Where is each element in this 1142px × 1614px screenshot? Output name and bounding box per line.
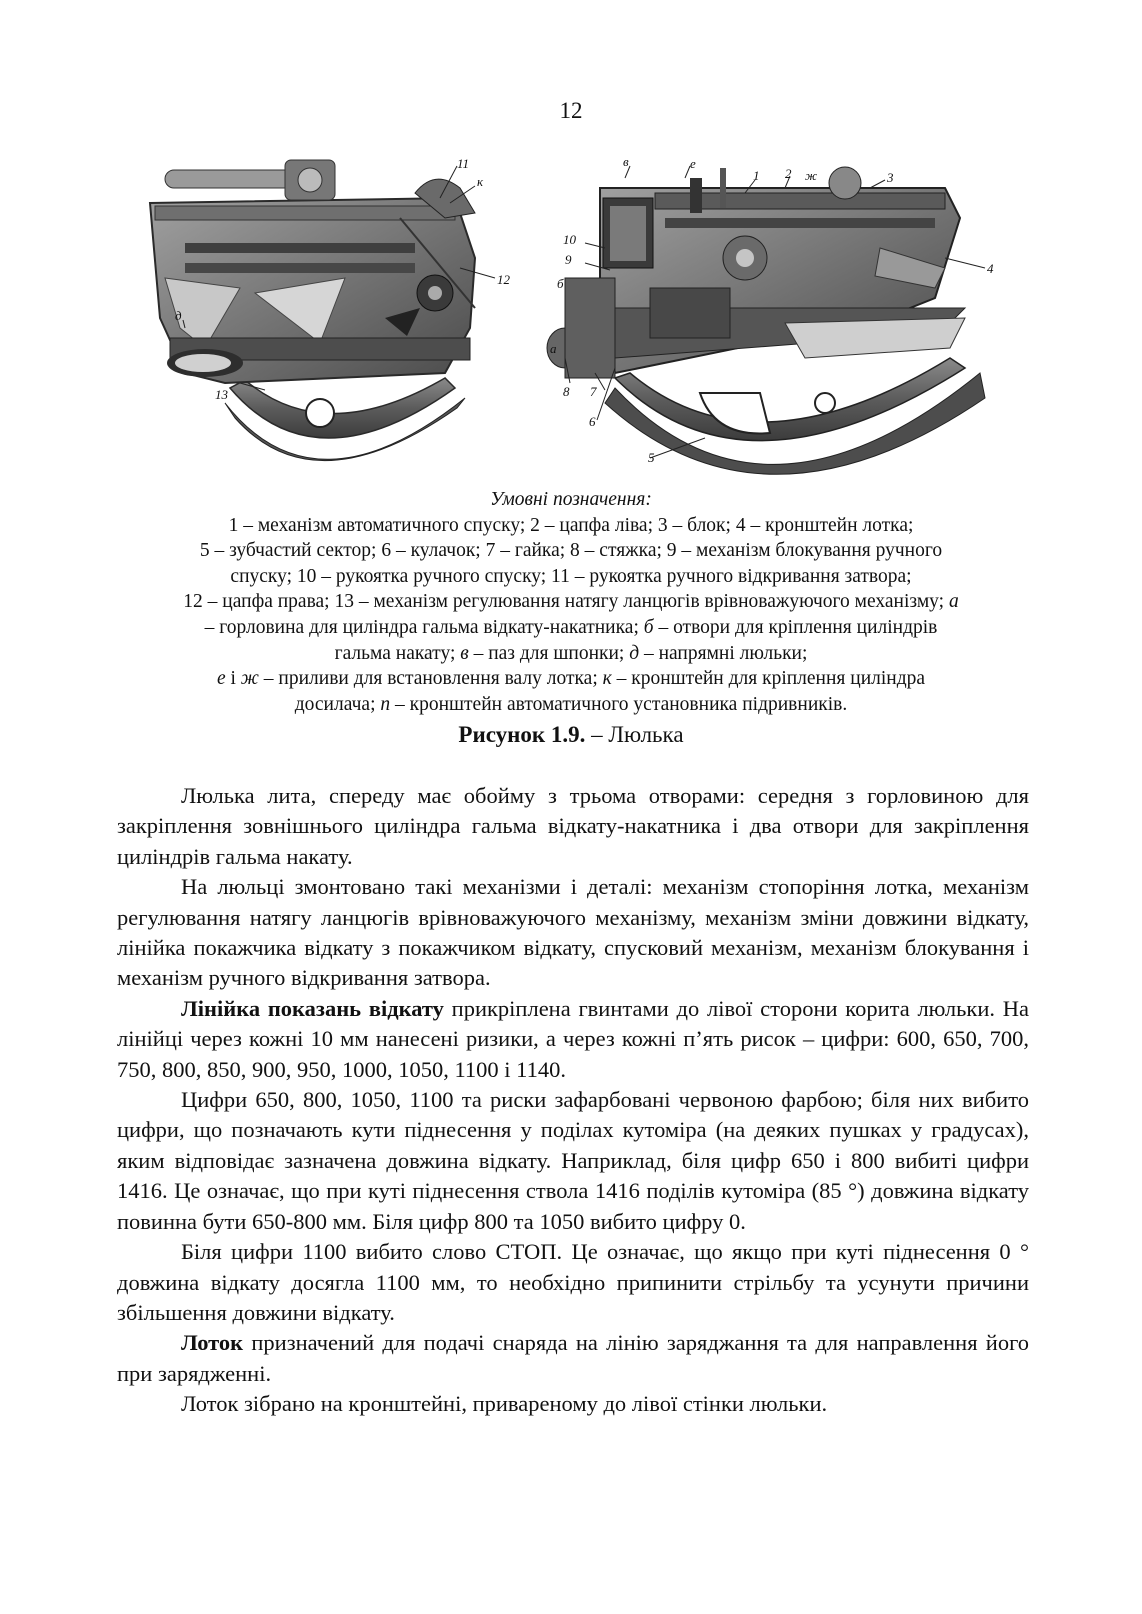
left-label-12: 12 <box>497 272 510 287</box>
legend-line: – горловина для циліндра гальма відкату-накатника; б – отвори для кріплення циліндрів <box>204 616 938 638</box>
legend-line: спуску; 10 – рукоятка ручного спуску; 11 – рукоятка ручного відкривання затвора; <box>230 565 912 587</box>
paragraph: Лоток призначений для подачі снаряда на лінію заряджання та для направлення його при зарядженні. <box>117 1330 1029 1386</box>
right-label-9: 9 <box>565 252 572 267</box>
right-label-b: б <box>557 276 564 291</box>
legend-line: 12 – цапфа права; 13 – механізм регулювання натягу ланцюгів врівноважуючого механізму; а <box>183 591 959 613</box>
right-label-1: 1 <box>753 168 760 183</box>
right-label-10: 10 <box>563 232 576 247</box>
figure-legend <box>105 487 1037 717</box>
right-label-3: 3 <box>887 170 894 185</box>
paragraph: Лоток зібрано на кронштейні, привареному до лівої стінки люльки. <box>181 1391 828 1417</box>
legend-line: 5 – зубчастий сектор; 6 – кулачок; 7 – гайка; 8 – стяжка; 9 – механізм блокування ручного <box>199 540 943 562</box>
right-label-e: е <box>690 158 696 171</box>
figure-title: Рисунок 1.9. – Люлька <box>458 722 684 747</box>
right-label-a: а <box>550 341 557 356</box>
left-cradle-photo <box>150 160 495 461</box>
left-label-13: 13 <box>215 387 228 402</box>
legend-line: 1 – механізм автоматичного спуску; 2 – цапфа ліва; 3 – блок; 4 – кронштейн лотка; <box>228 514 914 536</box>
left-label-k: к <box>477 174 484 189</box>
paragraph: Лінійка показань відкату прикріплена гвинтами до лівої сторони корита люльки. На лінійці через кожні 10 мм нанесені ризики, а через кожні п’ять рисок – цифри: 600, 650, 700, 750, 800, 850, 900, 950, 1000, 1050, 1100 і 1140. <box>117 995 1029 1082</box>
legend-title: Умовні позначення: <box>490 489 652 510</box>
legend-line: е і ж – приливи для встановлення валу лотка; к – кронштейн для кріплення циліндра <box>216 668 926 690</box>
right-cradle-photo <box>547 166 985 474</box>
left-label-d: д <box>175 308 182 323</box>
body-text <box>117 781 1029 1420</box>
right-label-5: 5 <box>648 450 655 465</box>
right-label-4: 4 <box>987 261 994 276</box>
legend-line: гальма накату; в – паз для шпонки; д – напрямні люльки; <box>334 642 808 664</box>
paragraph: Цифри 650, 800, 1050, 1100 та риски зафарбовані червоною фарбою; біля них вибито цифри, що позначають кути піднесення у поділах кутоміра (на деяких пушках у градусах), яким відповідає зазначена довжина відкату. Наприклад, біля цифр 650 і 800 вибиті цифри 1416. Це означає, що при куті піднесення ствола 1416 поділів кутоміра (85 °) довжина відкату повинна бути 650-800 мм. Біля цифр 800 та 1050 вибито цифру 0. <box>117 1087 1029 1234</box>
right-label-zh: ж <box>805 168 818 183</box>
left-label-11: 11 <box>457 158 470 171</box>
paragraph: Люлька лита, спереду має обойму з трьома отворами: середня з горловиною для закріплення зовнішнього циліндра гальма відкату-накатника і два отвори для закріплення циліндрів гальма накату. <box>117 783 1029 869</box>
right-label-2: 2 <box>785 166 792 181</box>
figure-cradle-photos <box>145 158 1000 478</box>
paragraph: На люльці змонтовано такі механізми і деталі: механізм стопоріння лотка, механізм регулювання натягу ланцюгів врівноважуючого механізму, механізм зміни довжини відкату, лінійка покажчика відкату з покажчиком відкату, спусковий механізм, механізм блокування і механізм ручного відкривання затвора. <box>117 874 1029 991</box>
legend-line: досилача; п – кронштейн автоматичного установника підривників. <box>294 693 848 715</box>
paragraph: Біля цифри 1100 вибито слово СТОП. Це означає, що якщо при куті піднесення 0 ° довжина відкату досягла 1100 мм, то необхідно припинити стрільбу та усунути причини збільшення довжини відкату. <box>117 1239 1029 1325</box>
right-label-7: 7 <box>590 384 597 399</box>
right-label-8: 8 <box>563 384 570 399</box>
right-label-6: 6 <box>589 414 596 429</box>
cradle-illustration <box>145 158 1000 478</box>
right-label-v: в <box>623 158 629 169</box>
page-number: 12 <box>559 98 583 123</box>
